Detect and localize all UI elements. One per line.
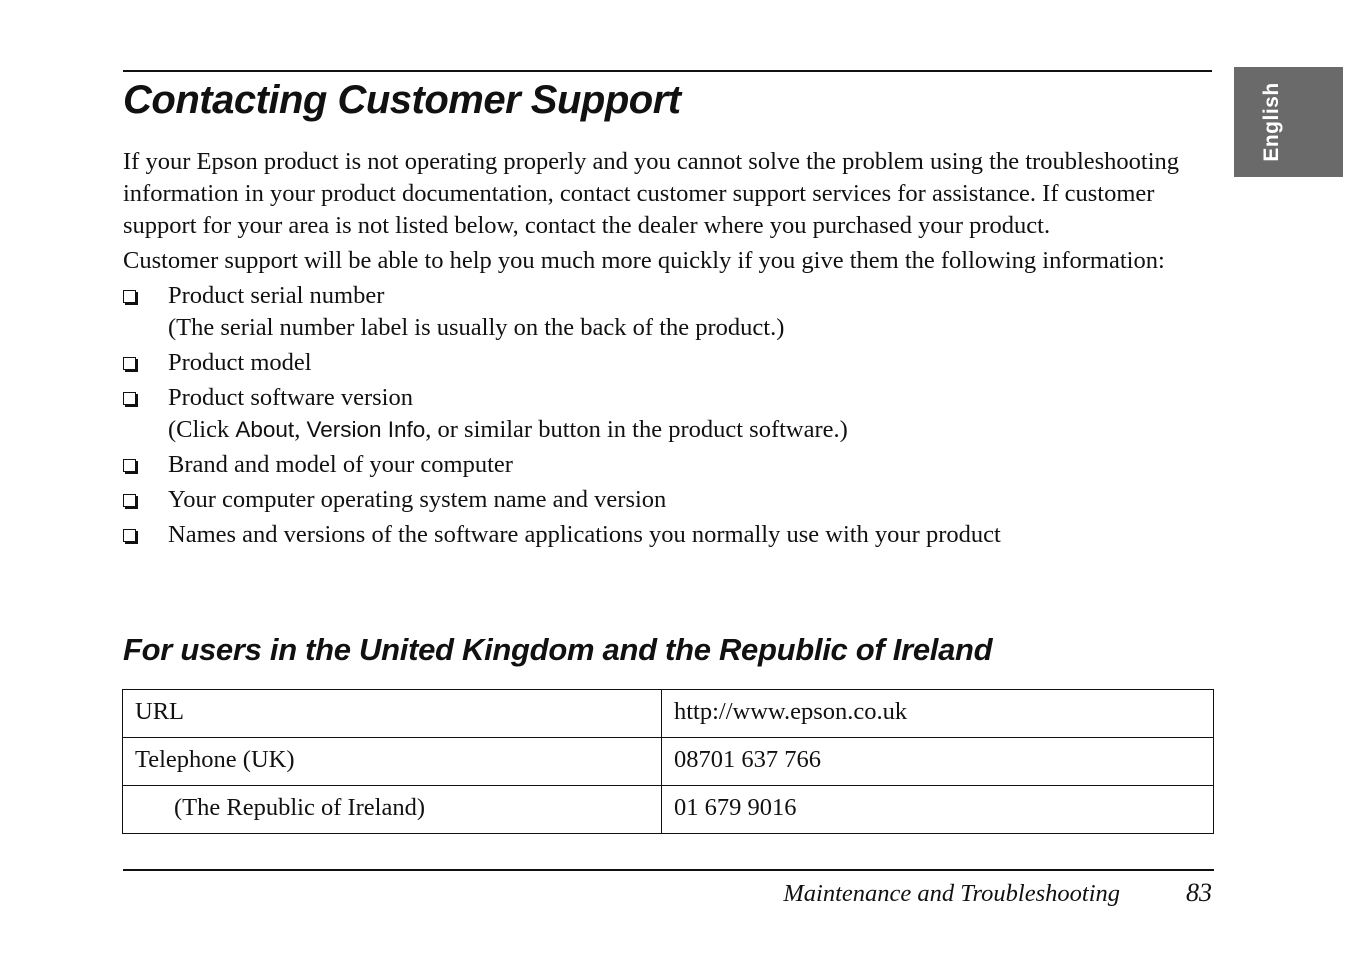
main-content xyxy=(123,146,1218,554)
table-cell-value: 08701 637 766 xyxy=(662,738,1214,786)
ui-term-about: About xyxy=(235,417,295,442)
note-separator: , xyxy=(294,416,307,443)
checkbox-bullet-icon xyxy=(123,459,136,472)
list-item xyxy=(123,484,1218,516)
list-item-label: Product serial number xyxy=(168,282,385,309)
list-item xyxy=(123,519,1218,551)
info-checklist xyxy=(123,280,1218,551)
table-cell-value: 01 679 9016 xyxy=(662,786,1214,834)
page-number: 83 xyxy=(1186,878,1212,907)
contact-table xyxy=(122,689,1214,834)
list-item-label: Your computer operating system name and version xyxy=(168,486,667,513)
intro-paragraph: If your Epson product is not operating properly and you cannot solve the problem using the troubleshooting information in your product documentation, contact customer support services for assistance. If customer support for your area is not listed below, contact the dealer where you purchased your product. xyxy=(123,148,1180,239)
table-row xyxy=(123,690,1214,738)
page-title: Contacting Customer Support xyxy=(123,78,681,122)
table-cell-value: http://www.epson.co.uk xyxy=(662,690,1214,738)
table-row xyxy=(123,786,1214,834)
footer-section-name: Maintenance and Troubleshooting xyxy=(783,880,1120,907)
checkbox-bullet-icon xyxy=(123,529,136,542)
checkbox-bullet-icon xyxy=(123,290,136,303)
table-row xyxy=(123,738,1214,786)
note-suffix: , or similar button in the product software.) xyxy=(425,416,848,443)
list-item-note xyxy=(168,414,1218,446)
info-request-paragraph: Customer support will be able to help you much more quickly if you give them the following information: xyxy=(123,247,1165,274)
checkbox-bullet-icon xyxy=(123,494,136,507)
note-prefix: (Click xyxy=(168,416,236,443)
list-item-label: Product software version xyxy=(168,384,413,411)
language-tab-label: English xyxy=(1260,82,1283,162)
list-item-note: (The serial number label is usually on the back of the product.) xyxy=(168,314,785,341)
list-item-label: Brand and model of your computer xyxy=(168,451,513,478)
list-item xyxy=(123,280,1218,344)
top-rule xyxy=(123,70,1212,72)
table-cell-label: URL xyxy=(123,690,662,738)
list-item-label: Names and versions of the software applications you normally use with your product xyxy=(168,521,1001,548)
list-item-label: Product model xyxy=(168,349,312,376)
language-tab xyxy=(1234,67,1343,177)
checkbox-bullet-icon xyxy=(123,357,136,370)
checkbox-bullet-icon xyxy=(123,392,136,405)
section-heading: For users in the United Kingdom and the Republic of Ireland xyxy=(123,632,993,667)
table-cell-label: Telephone (UK) xyxy=(123,738,662,786)
ui-term-version-info: Version Info xyxy=(306,417,426,442)
bottom-rule xyxy=(123,869,1214,871)
list-item xyxy=(123,449,1218,481)
list-item xyxy=(123,382,1218,446)
list-item xyxy=(123,347,1218,379)
table-cell-label: (The Republic of Ireland) xyxy=(123,786,662,834)
